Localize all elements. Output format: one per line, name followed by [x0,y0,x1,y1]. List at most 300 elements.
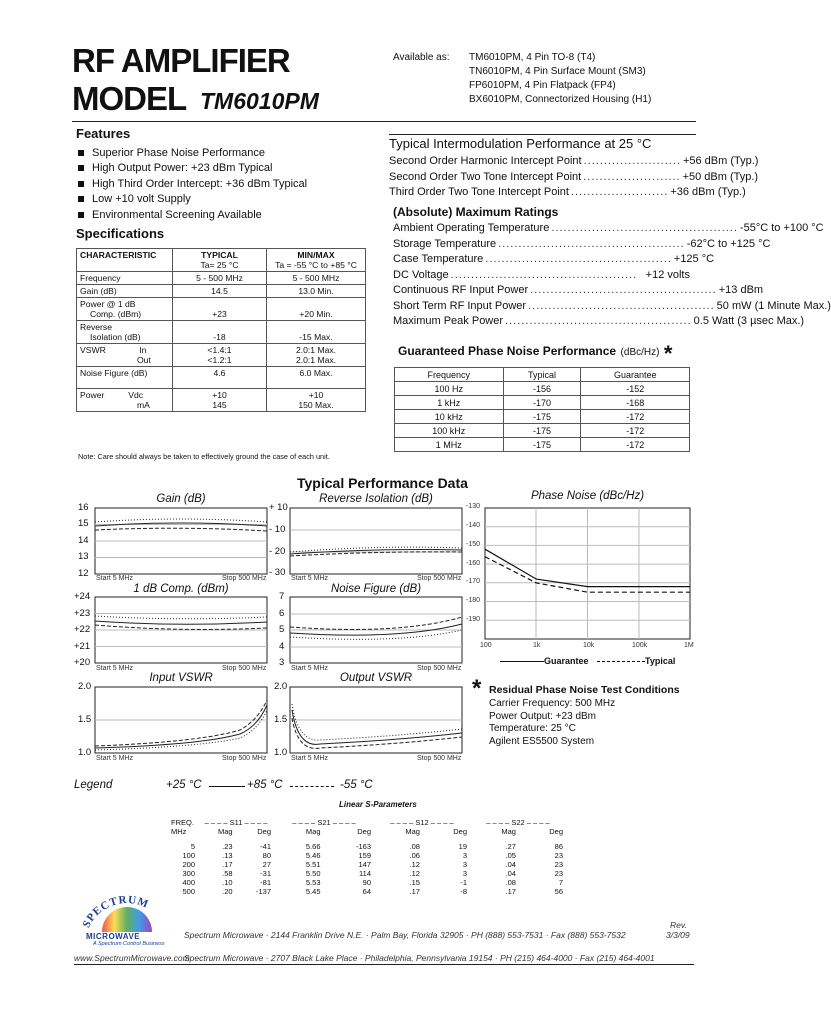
nf-tick: 5 [279,624,285,635]
rating-label: DC Voltage [393,268,449,281]
sp-cell: 56 [554,887,563,896]
spec-row [77,321,366,344]
rating-value: 0.5 Watt (3 µsec Max.) [693,315,805,327]
sparams-row [168,851,566,860]
in-vswr-graph-title: Input VSWR [149,672,213,684]
spec-char [77,298,173,321]
pn-row [395,438,690,452]
legend-85: +85 °C [247,779,283,791]
comp-stop: Stop 500 MHz [222,665,267,672]
in-vswr-85 [95,700,267,746]
sparams-row [168,869,566,878]
page-title-line1: RF AMPLIFIER [72,42,290,79]
leader-dots: .............................................. [528,299,715,312]
sp-sub: Mag [501,827,516,836]
spec-char: Frequency [77,272,173,285]
sp-cell: 27 [262,860,271,869]
features-list [78,146,307,223]
spec-max: 6.0 Max. [267,367,366,389]
sp-cell: 5 [190,842,195,851]
pn-row [395,410,690,424]
sp-cell: 86 [554,842,563,851]
pn-header-row [395,368,690,382]
phase-noise-heading-wrap [398,335,673,366]
rating-value: +13 dBm [718,284,764,296]
rating-row [393,283,764,299]
sp-cell: 200 [182,860,195,869]
sparams-row [168,842,566,851]
gain-tick: 15 [78,518,89,529]
in-vswr-55 [95,710,267,750]
footer-line2: Spectrum Microwave · 2707 Black Lake Place · Philadelphia, Pennsylvania 19154 · PH (215) 464-4000 · Fax (215) 464-4001 [184,953,655,963]
nf-tick: 6 [279,608,285,619]
spec-max-line: 150 Max. [298,400,334,410]
sp-cell: .10 [222,878,233,887]
spec-char-line: Isolation (dB) [90,332,141,342]
sp-cell: -81 [260,878,271,887]
phase-ytick: -190 [466,616,481,623]
spec-char [77,344,173,367]
spec-typ [173,389,267,412]
rev-iso-tick: + 10 [269,502,288,513]
in-vswr-stop: Stop 500 MHz [222,755,267,762]
comp-graph-title: 1 dB Comp. (dBm) [133,583,229,595]
rating-value: +12 volts [645,268,690,281]
out-vswr-tick: 1.5 [274,714,288,725]
sp-cell: .17 [409,887,420,896]
rating-value: -55°C to +100 °C [739,222,824,234]
feature-item: Low +10 volt Supply [78,192,307,207]
intermod-row [389,154,759,170]
pn-cell: 1 kHz [395,396,504,410]
residual-list [489,698,615,748]
sp-group-label: S21 [317,818,331,827]
rating-row [393,237,771,253]
leader-dots: ........................ [570,186,669,198]
rev-label: Rev. [670,920,687,930]
spec-typ: 5 - 500 MHz [173,272,267,285]
pn-cell: -152 [581,382,690,396]
rating-row [393,252,715,268]
sp-freq-unit: MHz [171,827,187,836]
nf-curve-85 [290,617,462,629]
asterisk-icon: * [663,341,673,366]
sp-cell: -163 [355,842,371,851]
intermod-row [389,170,759,186]
phase-ytick: -180 [466,597,481,604]
sparams-row [168,860,566,869]
spec-max [267,344,366,367]
feature-item: Superior Phase Noise Performance [78,146,307,161]
spec-max: +20 Min. [267,298,366,321]
spec-char-line: Power Vdc [80,390,144,400]
leader-dots: ........................ [583,155,681,167]
rating-label: Storage Temperature [393,237,497,250]
gain-stop: Stop 500 MHz [222,575,267,582]
phase-xtick: 100 [480,642,492,649]
out-vswr-start: Start 5 MHz [291,755,328,762]
leader-dots: .............................................. [485,253,672,265]
rev-iso-tick: - 20 [269,546,286,557]
pn-row [395,424,690,438]
sp-cell: -1 [460,878,467,887]
phase-xtick: 1M [684,642,694,649]
sp-cell: .04 [505,860,516,869]
comp-curve-85 [95,625,267,629]
pn-cell: -168 [581,396,690,410]
spec-max: -15 Max. [267,321,366,344]
sp-cell: 300 [182,869,195,878]
residual-heading: Residual Phase Noise Test Conditions [489,684,680,696]
out-vswr-stop: Stop 500 MHz [417,755,462,762]
sp-cell: 19 [458,842,467,851]
spec-row [77,298,366,321]
pn-cell: -172 [581,424,690,438]
nf-tick: 3 [279,657,285,668]
sp-group-label: S12 [415,818,429,827]
rating-value: +125 °C [673,253,715,265]
residual-line: Agilent ES5500 System [489,735,595,747]
sp-cell: 3 [462,860,467,869]
sp-sub: Mag [405,827,420,836]
col-typical-label: TYPICAL [201,250,238,260]
leader-dots: .............................................. [498,237,685,250]
spec-typ-line: <1.2:1 [207,355,232,365]
legend-label: Legend [74,779,113,791]
phase-ytick: -140 [466,522,481,529]
available-label: Available as: [393,52,450,63]
pn-col: Typical [503,368,581,382]
feature-item: Environmental Screening Available [78,208,307,223]
comp-curve-55 [95,616,267,619]
comp-tick: +24 [74,591,91,602]
leader-dots: .............................................. [530,284,717,296]
out-vswr-55 [292,704,462,740]
typical-label: Typical [645,656,676,666]
col-typical [173,249,267,272]
rev-iso-tick: - 10 [269,524,286,535]
comp-tick: +20 [74,657,91,668]
spec-char [77,321,173,344]
spec-char: Noise Figure (dB) [77,367,173,389]
spec-char-line: mA [137,400,150,410]
sparams-row [168,878,566,887]
spec-max: 13.0 Min. [267,285,366,298]
phase-graph-title: Phase Noise (dBc/Hz) [530,490,645,502]
pn-cell: -175 [503,424,581,438]
sp-cell: 5.51 [305,860,321,869]
phase-ytick: -150 [466,541,481,548]
spec-typ: -18 [173,321,267,344]
sp-cell: .08 [409,842,420,851]
sp-cell: .23 [222,842,233,851]
sp-cell: 5.45 [305,887,321,896]
spec-max [267,389,366,412]
sp-cell: 23 [554,851,563,860]
gain-graph-title: Gain (dB) [156,493,206,505]
spec-typ-line: 145 [212,400,227,410]
pn-row [395,382,690,396]
sp-cell: 23 [554,860,563,869]
sp-cell: -8 [460,887,467,896]
gain-tick: 12 [78,568,89,579]
available-list [469,51,651,107]
sp-cell: 5.66 [305,842,321,851]
available-item: BX6010PM, Connectorized Housing (H1) [469,94,652,105]
sp-cell: 500 [182,887,195,896]
spec-typ-line: <1.4:1 [207,345,232,355]
sparams-heading: Linear S-Parameters [339,800,417,809]
col-typical-sub: Ta= 25 °C [200,260,239,270]
sp-cell: .17 [222,860,233,869]
rating-label: Short Term RF Input Power [393,299,527,312]
spec-char [77,389,173,412]
phase-noise-unit: (dBc/Hz) [620,347,660,358]
rating-row [393,268,690,284]
sp-cell: 80 [262,851,271,860]
spec-row [77,272,366,285]
rating-label: Ambient Operating Temperature [393,222,550,234]
rev-stop: Stop 500 MHz [417,575,462,582]
available-item: TN6010PM, 4 Pin Surface Mount (SM3) [469,66,646,77]
footer-divider [74,964,694,965]
sp-group: – – – – S11 – – – – [204,818,268,827]
in-vswr-tick: 1.0 [78,747,92,758]
col-minmax-label: MIN/MAX [297,250,335,260]
feature-item: High Output Power: +23 dBm Typical [78,161,307,176]
pn-row [395,396,690,410]
sp-cell: .04 [505,869,516,878]
in-vswr-25 [95,705,267,748]
sp-group-label: S22 [511,818,525,827]
gain-tick: 14 [78,535,89,546]
performance-heading: Typical Performance Data [297,475,468,491]
pn-cell: 1 MHz [395,438,504,452]
spec-typ-line: +10 [212,390,227,400]
leader-dots: .............................................. [505,315,692,327]
spec-max-line: 2.0:1 Max. [295,345,337,355]
sp-cell: .12 [409,860,420,869]
in-vswr-tick: 2.0 [78,681,92,692]
spec-row [77,285,366,298]
rating-value: 50 mW (1 Minute Max.) [716,299,831,312]
nf-start: Start 5 MHz [291,665,328,672]
sp-cell: -41 [260,842,271,851]
page-title-line2: MODEL [72,80,187,117]
spec-typ [173,344,267,367]
in-vswr-tick: 1.5 [78,714,92,725]
specifications-heading: Specifications [76,226,165,241]
typical-line-icon [597,661,645,662]
pn-cell: 100 Hz [395,382,504,396]
footer-line1: Spectrum Microwave · 2144 Franklin Drive N.E. · Palm Bay, Florida 32905 · PH (888) 553-7531 · Fax (888) 553-7532 [184,930,626,940]
comp-tick: +23 [74,608,91,619]
gain-start: Start 5 MHz [96,575,133,582]
spec-char-line: Power @ 1 dB [80,299,136,309]
legend-55: -55 °C [340,779,373,791]
comp-curve-25 [95,621,267,624]
spec-row [77,389,366,412]
rev-start: Start 5 MHz [291,575,328,582]
sp-cell: .15 [409,878,420,887]
sp-cell: 100 [182,851,195,860]
spec-max-line: +10 [308,390,324,400]
phase-ytick: -170 [466,578,481,585]
spec-max-line: 2.0:1 Max. [295,355,337,365]
spec-char-line: Comp. (dBm) [90,309,142,319]
guarantee-label: Guarantee [544,656,589,666]
spec-typ: 14.5 [173,285,267,298]
pn-col: Guarantee [581,368,690,382]
legend-line-85 [290,786,334,787]
sp-cell: .27 [505,842,516,851]
sp-cell: 159 [358,851,371,860]
phase-ytick: -160 [466,560,481,567]
pn-cell: -170 [503,396,581,410]
intermod-value: +36 dBm (Typ.) [670,186,746,198]
spec-typ: 4.6 [173,367,267,389]
out-vswr-tick: 2.0 [274,681,288,692]
rainbow-icon [102,907,152,932]
sp-group: – – – – S21 – – – – [292,818,356,827]
logo-tagline: A Spectrum Control Business [93,941,165,947]
rating-row [393,221,824,237]
in-vswr-start: Start 5 MHz [96,755,133,762]
intermod-value: +56 dBm (Typ.) [682,155,759,167]
intermod-value: +50 dBm (Typ.) [682,170,759,183]
sp-cell: -31 [260,869,271,878]
sp-cell: 114 [359,869,371,878]
pn-cell: -172 [581,410,690,424]
website-link[interactable]: www.SpectrumMicrowave.com [74,953,190,963]
sp-cell: .13 [222,851,233,860]
sp-sub: Deg [257,827,271,836]
pn-col: Frequency [395,368,504,382]
col-minmax [267,249,366,272]
comp-start: Start 5 MHz [96,665,133,672]
intermod-list [389,154,759,201]
sp-cell: 5.53 [305,878,321,887]
comp-tick: +21 [74,641,91,652]
nf-tick: 4 [279,641,285,652]
spec-char-line: Reverse [80,322,112,332]
rating-row [393,299,831,315]
pn-cell: -175 [503,410,581,424]
spec-char-line: VSWR In [80,345,147,355]
residual-line: Temperature: 25 °C [489,723,576,734]
sp-cell: .58 [222,869,233,878]
phase-xtick: 100k [632,642,648,649]
nf-stop: Stop 500 MHz [417,665,462,672]
leader-dots: .............................................. [551,222,738,234]
features-heading: Features [76,126,131,141]
sp-cell: 23 [554,869,563,878]
spec-row [77,367,366,389]
legend-line-25 [209,786,245,787]
ratings-list [393,221,831,330]
logo-arc-text: SPECTRUM [80,893,151,930]
asterisk-icon: * [472,675,482,702]
sp-sub: Deg [549,827,563,836]
nf-tick: 7 [279,591,285,602]
sp-cell: 7 [558,878,563,887]
model-number: TM6010PM [200,88,319,114]
rev-date: 3/3/09 [666,930,690,940]
sp-sub: Deg [357,827,371,836]
sp-sub: Mag [218,827,233,836]
spec-row [77,344,366,367]
specifications-table [76,248,366,412]
sp-cell: 3 [462,851,467,860]
phase-xtick: 1k [533,642,541,649]
sp-cell: .12 [409,869,420,878]
sp-group: – – – – S12 – – – – [390,818,454,827]
phase-legend [500,656,675,666]
rating-value: -62°C to +125 °C [686,237,771,250]
sp-cell: 90 [362,878,371,887]
sparams-group-row [168,818,566,827]
comp-tick: +22 [74,624,91,635]
gain-tick: 16 [78,502,89,513]
residual-line: Power Output: +23 dBm [489,710,597,722]
nf-graph-title: Noise Figure (dB) [330,583,422,595]
sp-cell: .05 [505,851,516,860]
legend-25: +25 °C [166,779,202,791]
spec-typ: +23 [173,298,267,321]
intermod-label: Third Order Two Tone Intercept Point [389,186,569,198]
intermod-label: Second Order Two Tone Intercept Point [389,170,582,183]
sp-cell: 5.50 [305,869,321,878]
sp-cell: 64 [362,887,371,896]
leader-dots: .............................................. [450,268,638,281]
available-item: TM6010PM, 4 Pin TO-8 (T4) [469,52,596,63]
available-item: FP6010PM, 4 Pin Flatpack (FP4) [469,80,616,91]
sp-cell: .06 [409,851,420,860]
intermod-heading: Typical Intermodulation Performance at 25 °C [389,136,652,151]
phase-noise-table [394,367,690,452]
spec-note: Note: Care should always be taken to effectively ground the case of each unit. [78,452,330,461]
rev-iso-frame [290,508,462,574]
sp-cell: -137 [255,887,271,896]
spec-char-line: Out [137,355,151,365]
residual-line: Carrier Frequency: 500 MHz [489,698,616,709]
col-minmax-sub: Ta = -55 °C to +85 °C [275,260,357,270]
intermod-label: Second Order Harmonic Intercept Point [389,155,582,167]
spec-max: 5 - 500 MHz [267,272,366,285]
spec-char: Gain (dB) [77,285,173,298]
logo-word: MICROWAVE [86,932,141,941]
sp-cell: 5.46 [305,851,321,860]
intermod-divider [389,134,696,135]
guarantee-line-icon [500,661,544,662]
sp-group-label: S11 [229,818,243,827]
pn-cell: -156 [503,382,581,396]
header-divider [72,121,696,122]
phase-xtick: 10k [583,642,595,649]
pn-cell: -175 [503,438,581,452]
rev-iso-tick: - 30 [269,567,286,578]
sparams-sub-row [168,827,566,836]
sp-cell: .08 [505,878,516,887]
rating-label: Continuous RF Input Power [393,284,529,296]
leader-dots: ........................ [583,170,681,183]
rev-iso-graph-title: Reverse Isolation (dB) [319,493,433,505]
sp-group: – – – – S22 – – – – [486,818,550,827]
phase-ytick: -130 [466,503,481,510]
sparams-row [168,887,566,896]
gain-tick: 13 [78,551,89,562]
sp-cell: .17 [505,887,516,896]
